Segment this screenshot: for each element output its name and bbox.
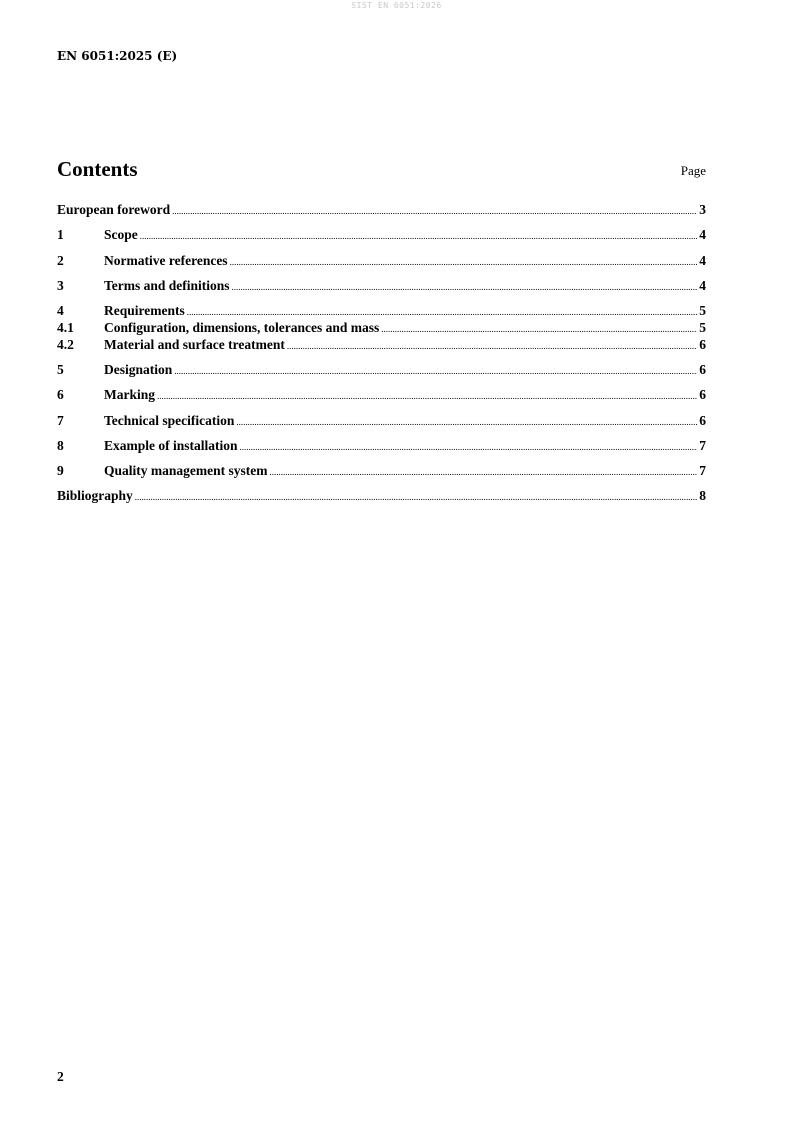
toc-entry-page: 8 <box>699 488 706 503</box>
toc-entry-page: 4 <box>699 227 706 242</box>
toc-dot-leader <box>187 305 698 320</box>
toc-entry-title: Terms and definitions <box>104 278 230 293</box>
toc-entry-number: 4.2 <box>57 337 74 352</box>
toc-entry-number: 8 <box>57 438 64 453</box>
toc-entry-title: Configuration, dimensions, tolerances and mass <box>104 320 380 335</box>
toc-dot-leader <box>172 204 697 219</box>
toc-entry-number: 2 <box>57 253 64 268</box>
toc-entry-1[interactable] <box>57 227 706 242</box>
toc-dot-leader <box>232 280 698 295</box>
toc-entry-page: 7 <box>699 463 706 478</box>
toc-entry-4-1[interactable] <box>57 320 706 335</box>
toc-entry-4[interactable] <box>57 303 706 318</box>
toc-dot-leader <box>157 389 697 404</box>
toc-dot-leader <box>174 364 697 379</box>
toc-entry-title: Requirements <box>104 303 185 318</box>
toc-dot-leader <box>269 465 697 480</box>
page-number: 2 <box>57 1069 64 1084</box>
toc-entry-number: 7 <box>57 413 64 428</box>
toc-entry-title: Material and surface treatment <box>104 337 285 352</box>
page-column-label: Page <box>680 163 706 178</box>
toc-entry-5[interactable] <box>57 362 706 377</box>
toc-entry-bibliography[interactable] <box>57 488 706 503</box>
toc-entry-title: European foreword <box>57 202 171 217</box>
toc-dot-leader <box>287 339 697 354</box>
toc-entry-number: 6 <box>57 387 64 402</box>
toc-entry-4-2[interactable] <box>57 337 706 352</box>
toc-entry-8[interactable] <box>57 438 706 453</box>
toc-entry-page: 7 <box>699 438 706 453</box>
toc-dot-leader <box>140 229 698 244</box>
toc-entry-page: 5 <box>699 303 706 318</box>
toc-entry-6[interactable] <box>57 387 706 402</box>
toc-entry-number: 5 <box>57 362 64 377</box>
toc-entry-page: 3 <box>699 202 706 217</box>
toc-entry-number: 1 <box>57 227 64 242</box>
toc-entry-page: 6 <box>699 337 706 352</box>
toc-entry-number: 9 <box>57 463 64 478</box>
document-id: EN 6051:2025 (E) <box>57 49 178 63</box>
toc-dot-leader <box>236 415 697 430</box>
toc-entry-page: 4 <box>699 253 706 268</box>
toc-entry-2[interactable] <box>57 253 706 268</box>
toc-entry-7[interactable] <box>57 413 706 428</box>
toc-entry-title: Normative references <box>104 253 228 268</box>
toc-entry-9[interactable] <box>57 463 706 478</box>
toc-dot-leader <box>230 255 698 270</box>
toc-entry-title: Bibliography <box>57 488 133 503</box>
toc-entry-number: 4 <box>57 303 64 318</box>
toc-entry-title: Example of installation <box>104 438 238 453</box>
toc-dot-leader <box>381 322 697 337</box>
toc-entry-page: 6 <box>699 413 706 428</box>
toc-dot-leader <box>240 440 698 455</box>
toc-dot-leader <box>135 490 697 505</box>
contents-title: Contents <box>57 157 138 181</box>
toc-entry-title: Designation <box>104 362 173 377</box>
toc-entry-number: 4.1 <box>57 320 74 335</box>
toc-entry-title: Quality management system <box>104 463 268 478</box>
toc-entry-title: Technical specification <box>104 413 235 428</box>
watermark: SIST EN 6051:2026 <box>351 1 442 10</box>
toc-entry-title: Marking <box>104 387 156 402</box>
toc-entry-3[interactable] <box>57 278 706 293</box>
toc-entry-foreword[interactable] <box>57 202 706 217</box>
toc-entry-page: 5 <box>699 320 706 335</box>
toc-entry-number: 3 <box>57 278 64 293</box>
toc-entry-page: 4 <box>699 278 706 293</box>
toc-entry-page: 6 <box>699 362 706 377</box>
toc-entry-page: 6 <box>699 387 706 402</box>
toc-entry-title: Scope <box>104 227 138 242</box>
